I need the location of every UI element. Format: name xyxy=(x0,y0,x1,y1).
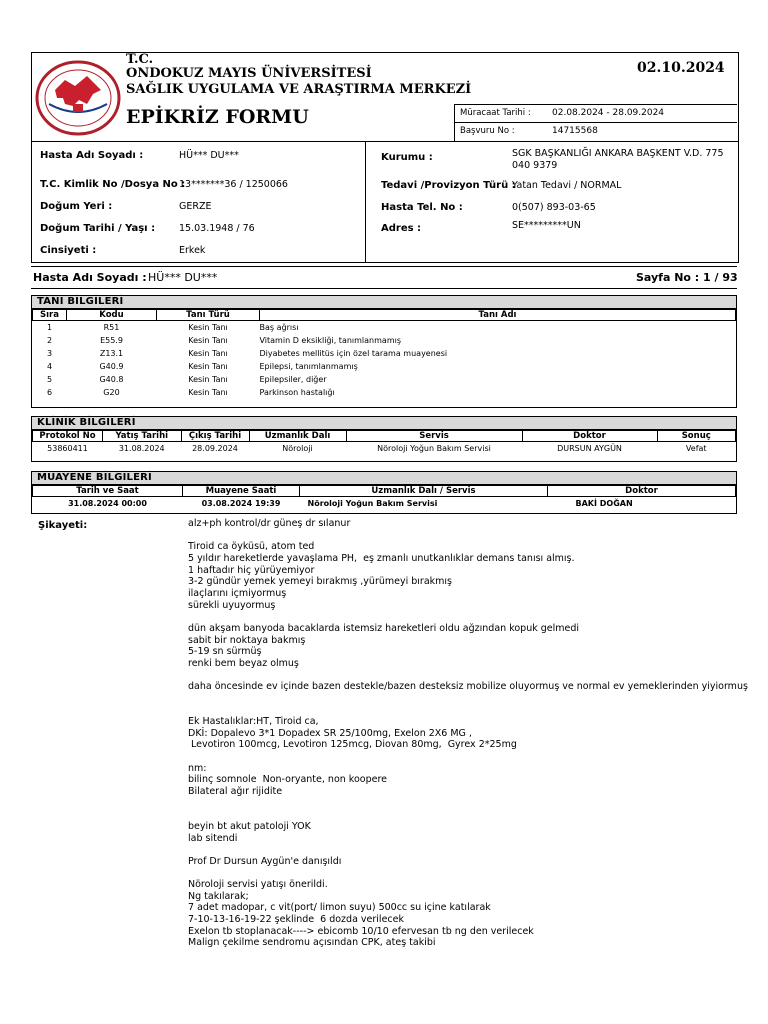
birthplace-value: GERZE xyxy=(179,201,212,212)
diag-type: Kesin Tanı xyxy=(188,323,228,332)
complaint-line: beyin bt akut patoloji YOK xyxy=(188,820,311,832)
complaint-line: Nöroloji servisi yatışı önerildi. xyxy=(188,879,328,891)
treatment-value: Yatan Tedavi / NORMAL xyxy=(512,180,622,191)
phone-value: 0(507) 893-03-65 xyxy=(512,202,596,213)
diag-code: E55.9 xyxy=(100,336,123,345)
university-name: ONDOKUZ MAYIS ÜNİVERSİTESİ xyxy=(126,66,372,81)
complaint-line: sürekli uyuyormuş xyxy=(188,599,276,611)
clinical-result: Vefat xyxy=(685,444,707,453)
clinical-header-service: Servis xyxy=(346,431,522,442)
complaint-line: 7-10-13-16-19-22 şeklinde 6 dozda verilecek xyxy=(188,914,404,926)
complaint-line: Malign çekilme sendromu açısından CPK, ateş takibi xyxy=(188,937,436,949)
page-number: Sayfa No : 1 / 93 xyxy=(636,271,738,284)
complaint-line: daha öncesinde ev içinde bazen destekle/bazen desteksiz mobilize oluyormuş ve normal ev yemeklerinden yiyiormuş xyxy=(188,681,748,693)
patient-id-value: 13*******36 / 1250066 xyxy=(179,179,288,190)
clinical-header-specialty: Uzmanlık Dalı xyxy=(249,431,346,442)
exam-time: 03.08.2024 19:39 xyxy=(201,499,281,508)
strip-name-value: HÜ*** DU*** xyxy=(148,271,218,284)
application-date-value: 02.08.2024 - 28.09.2024 xyxy=(552,108,665,118)
table-row xyxy=(33,497,736,511)
diag-code: G40.8 xyxy=(99,375,124,384)
diag-type: Kesin Tanı xyxy=(188,336,228,345)
table-row xyxy=(33,373,736,386)
complaint-line: Ng takılarak; xyxy=(188,890,249,902)
clinical-service: Nöroloji Yoğun Bakım Servisi xyxy=(377,444,491,453)
exam-title: MUAYENE BİLGİLERİ xyxy=(32,472,736,485)
complaint-line: 7 adet madopar, c vit(port/ limon suyu) 500cc su içine katılarak xyxy=(188,902,491,914)
complaint-line: Exelon tb stoplanacak----> ebicomb 10/10 efervesan tb ng den verilecek xyxy=(188,925,534,937)
diag-order: 2 xyxy=(46,336,53,345)
form-title: EPİKRİZ FORMU xyxy=(126,106,309,128)
complaint-line: dün akşam banyoda bacaklarda istemsiz hareketleri oldu ağzından kopuk gelmedi xyxy=(188,622,580,634)
complaint-line: Tiroid ca öyküsü, atom ted xyxy=(188,541,315,553)
complaint-line: sabit bir noktaya bakmış xyxy=(188,634,306,646)
exam-header-service: Uzmanlık Dalı / Servis xyxy=(300,486,548,497)
institution-label: Kurumu : xyxy=(381,152,433,163)
clinical-doctor: DURSUN AYGÜN xyxy=(557,444,622,453)
patient-id-label: T.C. Kimlik No /Dosya No : xyxy=(40,179,186,190)
table-row xyxy=(33,321,736,335)
clinical-table xyxy=(32,430,736,455)
complaint-line: Prof Dr Dursun Aygün'e danışıldı xyxy=(188,855,342,867)
complaint-line: nm: xyxy=(188,762,207,774)
phone-label: Hasta Tel. No : xyxy=(381,202,463,213)
complaint-line: bilinç somnole Non-oryante, non koopere xyxy=(188,774,387,786)
clinical-header-admission: Yatış Tarihi xyxy=(103,431,182,442)
clinical-title: KLİNİK BİLGİLERİ xyxy=(32,417,736,430)
diag-name: Parkinson hastalığı xyxy=(259,388,335,397)
diag-name: Vitamin D eksikliği, tanımlanmamış xyxy=(259,336,401,345)
diag-name: Baş ağrısı xyxy=(259,323,299,332)
exam-table xyxy=(32,485,736,510)
diag-code: R51 xyxy=(103,323,120,332)
exam-header-datetime: Tarih ve Saat xyxy=(33,486,183,497)
diag-code: Z13.1 xyxy=(99,349,124,358)
patient-name-value: HÜ*** DU*** xyxy=(179,150,239,161)
complaint-line: 5 yıldır hareketlerde yavaşlama PH, eş zmanlı unutkanlıklar demans tanısı almış. xyxy=(188,552,575,564)
diagnosis-title: TANI BİLGİLERİ xyxy=(32,296,736,309)
clinical-specialty: Nöroloji xyxy=(282,444,313,453)
complaint-line: 3-2 gündür yemek yemeyi bırakmış ,yürümeyi bırakmış xyxy=(188,576,452,588)
diag-type: Kesin Tanı xyxy=(188,375,228,384)
complaint-line: Bilateral ağır rijidite xyxy=(188,785,283,797)
gender-value: Erkek xyxy=(179,245,206,256)
table-row xyxy=(33,347,736,360)
diag-name: Epilepsi, tanımlanmamış xyxy=(259,362,358,371)
diagnosis-table xyxy=(32,309,736,399)
diag-header-type: Tanı Türü xyxy=(157,310,260,321)
complaint-line: ilaçlarını içmiyormuş xyxy=(188,587,287,599)
institution-value-1: SGK BAŞKANLIĞI ANKARA BAŞKENT V.D. 775 xyxy=(512,148,724,159)
complaint-line: lab sitendi xyxy=(188,832,238,844)
birthplace-label: Doğum Yeri : xyxy=(40,201,113,212)
address-value: SE*********UN xyxy=(512,220,581,231)
complaint-label: Şikayeti: xyxy=(38,520,88,531)
country-name: T.C. xyxy=(126,52,154,67)
diag-order: 3 xyxy=(46,349,53,358)
diag-type: Kesin Tanı xyxy=(188,362,228,371)
diag-type: Kesin Tanı xyxy=(188,388,228,397)
complaint-line: DKİ: Dopalevo 3*1 Dopadex SR 25/100mg, Exelon 2X6 MG , xyxy=(188,727,472,739)
strip-name-label: Hasta Adı Soyadı : xyxy=(33,271,147,284)
complaint-line: Levotiron 100mcg, Levotiron 125mcg, Diovan 80mg, Gyrex 2*25mg xyxy=(188,739,517,751)
clinical-header-doctor: Doktor xyxy=(522,431,657,442)
complaint-line: 5-19 sn sürmüş xyxy=(188,646,262,658)
application-date-label: Müracaat Tarihi : xyxy=(460,108,531,118)
birthdate-label: Doğum Tarihi / Yaşı : xyxy=(40,223,156,234)
clinical-header-result: Sonuç xyxy=(657,431,736,442)
diag-order: 6 xyxy=(46,388,53,397)
treatment-label: Tedavi /Provizyon Türü : xyxy=(381,180,516,191)
header-box xyxy=(31,52,739,142)
birthdate-value: 15.03.1948 / 76 xyxy=(179,223,255,234)
application-no-value: 14715568 xyxy=(552,126,598,136)
complaint-line: 1 haftadır hiç yürüyemiyor xyxy=(188,564,315,576)
exam-section xyxy=(31,471,737,514)
patient-name-label: Hasta Adı Soyadı : xyxy=(40,150,144,161)
exam-datetime: 31.08.2024 00:00 xyxy=(68,499,147,508)
gender-label: Cinsiyeti : xyxy=(40,245,97,256)
diag-code: G40.9 xyxy=(99,362,124,371)
clinical-admission: 31.08.2024 xyxy=(118,444,165,453)
clinical-section xyxy=(31,416,737,462)
diag-type: Kesin Tanı xyxy=(188,349,228,358)
diag-header-name: Tanı Adı xyxy=(260,310,736,321)
diag-code: G20 xyxy=(103,388,120,397)
diag-order: 1 xyxy=(46,323,53,332)
address-label: Adres : xyxy=(381,223,422,234)
exam-header-time: Muayene Saati xyxy=(183,486,300,497)
exam-doctor: BAKİ DOĞAN xyxy=(575,499,633,508)
diag-header-order: Sıra xyxy=(33,310,67,321)
exam-header-doctor: Doktor xyxy=(548,486,736,497)
institution-value-2: 040 9379 xyxy=(512,160,558,171)
report-date: 02.10.2024 xyxy=(637,60,725,76)
diag-name: Epilepsiler, diğer xyxy=(259,375,327,384)
clinical-protocol: 53860411 xyxy=(47,444,88,453)
clinical-header-protocol: Protokol No xyxy=(33,431,103,442)
diag-header-code: Kodu xyxy=(67,310,157,321)
diagnosis-section xyxy=(31,295,737,408)
table-row xyxy=(33,386,736,399)
application-no-label: Başvuru No : xyxy=(460,126,515,136)
clinical-header-discharge: Çıkış Tarihi xyxy=(181,431,249,442)
diag-name: Diyabetes mellitüs için özel tarama muayenesi xyxy=(259,349,448,358)
diag-order: 4 xyxy=(46,362,53,371)
diag-order: 5 xyxy=(46,375,53,384)
exam-service: Nöroloji Yoğun Bakım Servisi xyxy=(307,499,438,508)
complaint-line: alz+ph kontrol/dr güneş dr sılanur xyxy=(188,518,351,529)
complaint-line: Ek Hastalıklar:HT, Tiroid ca, xyxy=(188,716,319,728)
table-row xyxy=(33,360,736,373)
table-row xyxy=(33,442,736,456)
complaint-line: renki bem beyaz olmuş xyxy=(188,657,299,669)
table-row xyxy=(33,334,736,347)
center-name: SAĞLIK UYGULAMA VE ARAŞTIRMA MERKEZİ xyxy=(126,82,472,97)
clinical-discharge: 28.09.2024 xyxy=(192,444,238,453)
